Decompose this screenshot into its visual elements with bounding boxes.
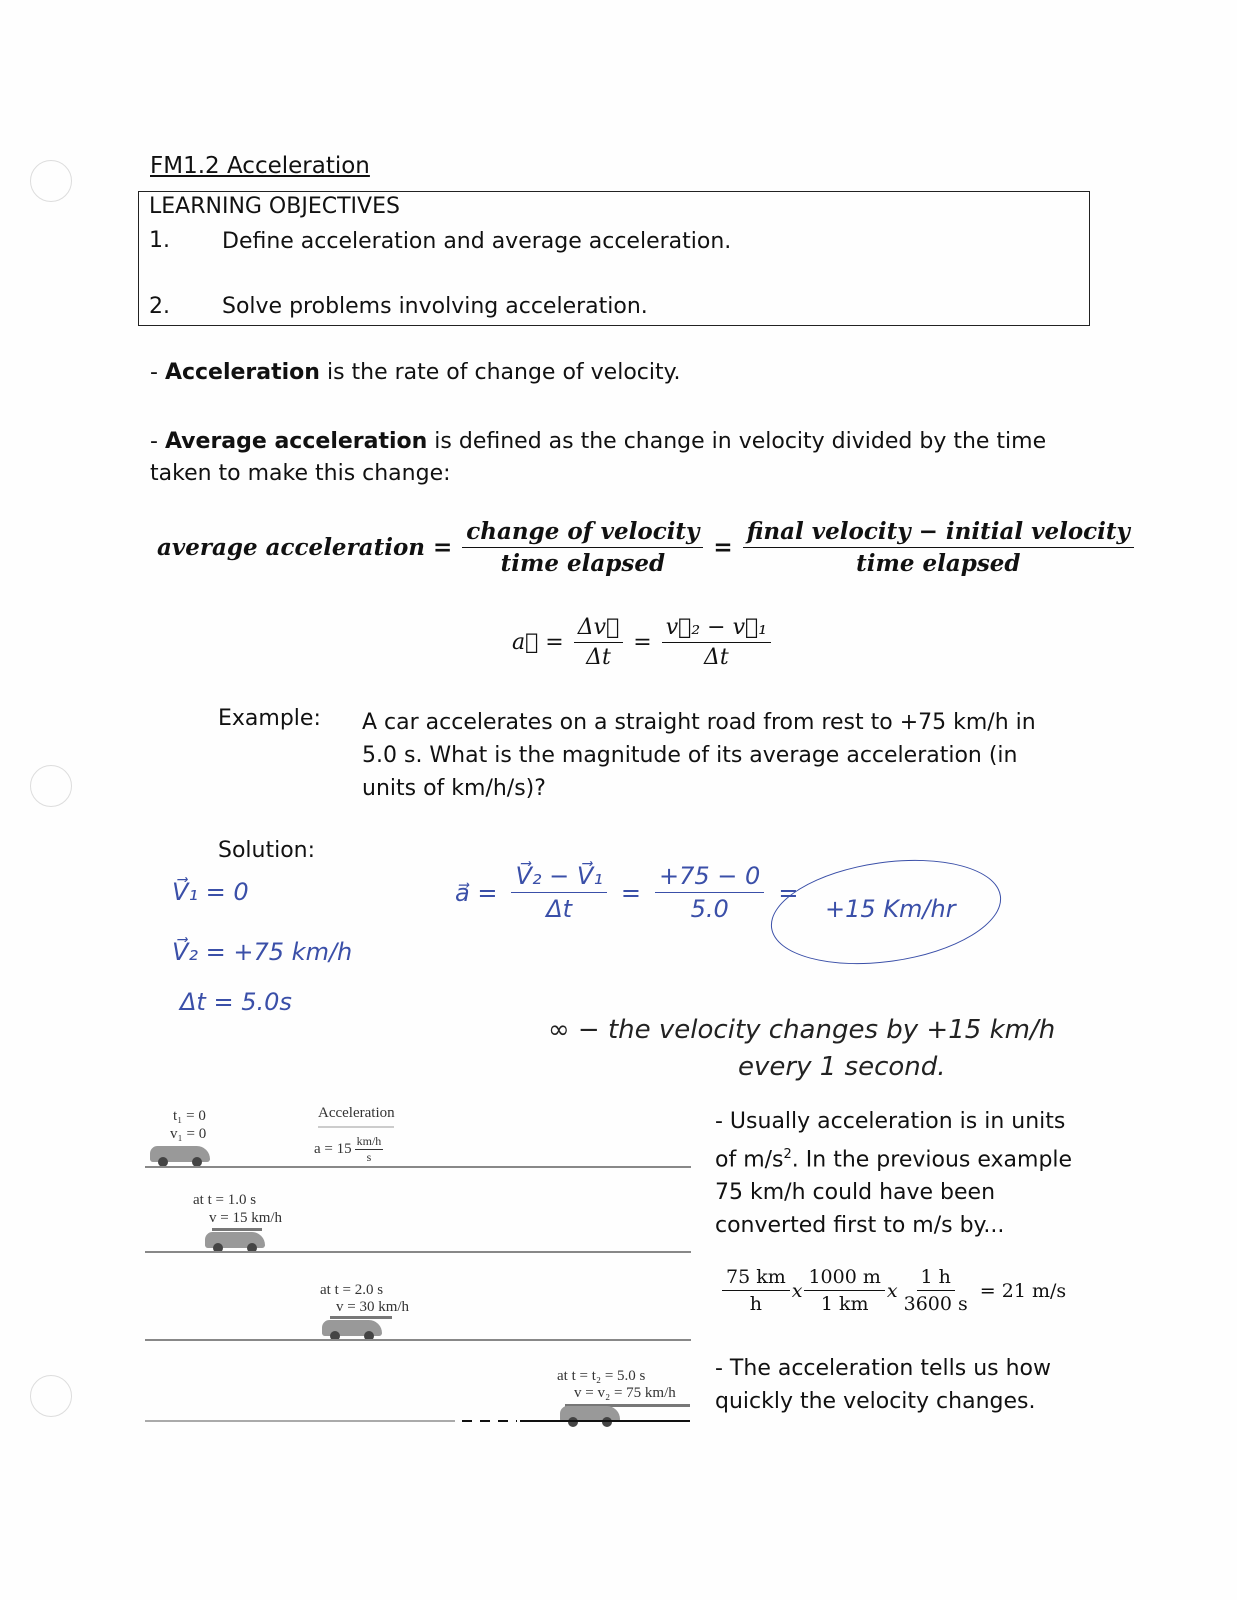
dash: - — [150, 360, 165, 385]
punch-hole — [30, 1375, 72, 1417]
conv-denominator: h — [749, 1293, 762, 1315]
acceleration-value — [314, 1134, 383, 1165]
handwritten-note: every 1 second. — [738, 1052, 946, 1082]
accel-unit: km/h — [356, 1134, 382, 1148]
formula-denominator: time elapsed — [856, 550, 1021, 577]
calc-denominator: Δt — [546, 895, 573, 923]
times: x — [791, 1279, 803, 1302]
calc-numerator: V⃗₂ − V⃗₁ — [511, 862, 606, 893]
calc-denominator: 5.0 — [690, 895, 729, 923]
state-velocity: v = 30 km/h — [336, 1299, 410, 1315]
objectives-box — [138, 191, 1090, 326]
road-line — [145, 1251, 691, 1253]
acceleration-arrow — [318, 1126, 394, 1128]
road-line — [145, 1339, 691, 1341]
formula-words — [157, 518, 1134, 577]
state-time: at t = t₂ = 5.0 s — [557, 1368, 646, 1384]
velocity-arrow — [212, 1228, 262, 1231]
velocity-arrow — [330, 1316, 392, 1319]
example-label: Example: — [218, 706, 321, 731]
objective-text: Solve problems involving acceleration. — [222, 294, 648, 319]
conv-numerator: 75 km — [722, 1266, 790, 1291]
equals: = — [778, 878, 799, 907]
equals: = — [713, 534, 733, 561]
formula-lhs: a⃗ = — [512, 630, 564, 655]
conv-numerator: 1 h — [917, 1266, 955, 1291]
state-time: at t = 2.0 s — [320, 1282, 384, 1298]
objectives-heading: LEARNING OBJECTIVES — [149, 194, 400, 219]
conv-numerator: 1000 m — [804, 1266, 884, 1291]
conv-denominator: 3600 s — [903, 1293, 968, 1315]
conv-denominator: 1 km — [820, 1293, 869, 1315]
superscript: 2 — [783, 1147, 792, 1162]
punch-hole — [30, 160, 72, 202]
handwritten-calculation — [455, 862, 798, 923]
given-v1: V⃗₁ = 0 — [172, 878, 249, 906]
accel-value: a = 15 — [314, 1141, 352, 1157]
handwritten-note: ∞ − the velocity changes by +15 km/h — [548, 1015, 1056, 1045]
formula-denominator: Δt — [586, 645, 611, 670]
units-note — [715, 1105, 1085, 1242]
definition-average-acceleration — [150, 426, 1050, 490]
road-line — [520, 1420, 690, 1422]
objective-text: Define acceleration and average acceleration. — [222, 229, 732, 254]
formula-numerator: Δv⃗ — [574, 615, 624, 643]
given-dt: Δt = 5.0s — [180, 988, 292, 1016]
road-line — [145, 1420, 455, 1422]
punch-hole — [30, 765, 72, 807]
acceleration-label: Acceleration — [318, 1105, 395, 1121]
term: Average acceleration — [164, 429, 428, 454]
state-velocity: v₁ = 0 — [170, 1126, 207, 1142]
answer: +15 Km/hr — [825, 895, 956, 923]
page-title: FM1.2 Acceleration — [150, 153, 370, 179]
state-velocity: v = 15 km/h — [209, 1210, 283, 1226]
units-text: . In the previous example 75 km/h could have been converted first to m/s by... — [715, 1147, 1073, 1239]
closing-note: - The acceleration tells us how quickly the velocity changes. — [715, 1356, 1051, 1414]
unit-conversion — [722, 1266, 1066, 1315]
state-time: t₁ = 0 — [173, 1108, 206, 1124]
given-v2: V⃗₂ = +75 km/h — [172, 938, 353, 966]
formula-denominator: Δt — [704, 645, 729, 670]
state-velocity: v = v₂ = 75 km/h — [574, 1385, 676, 1401]
conv-result: = 21 m/s — [979, 1279, 1067, 1302]
times: x — [886, 1279, 898, 1302]
accel-unit: s — [366, 1150, 372, 1164]
calc-lhs: a⃗ = — [455, 878, 498, 907]
solution-label: Solution: — [218, 838, 316, 863]
dash: - — [150, 429, 165, 454]
equals: = — [620, 878, 642, 907]
definition-acceleration — [150, 360, 681, 385]
formula-numerator: change of velocity — [462, 518, 703, 548]
objective-num: 2. — [149, 294, 170, 319]
car-icon — [205, 1232, 265, 1248]
equals: = — [633, 630, 652, 655]
formula-numerator: v⃗₂ − v⃗₁ — [662, 615, 771, 643]
road-dashes — [462, 1420, 517, 1422]
term: Acceleration — [164, 360, 320, 385]
car-icon — [322, 1320, 382, 1336]
state-time: at t = 1.0 s — [193, 1192, 257, 1208]
formula-lhs: average acceleration = — [157, 534, 453, 561]
definition-text: is defined as the change in velocity divided by the time taken to make this change: — [150, 429, 1047, 486]
calc-numerator: +75 − 0 — [655, 862, 764, 893]
car-icon — [150, 1146, 210, 1162]
road-line — [145, 1166, 691, 1168]
definition-text: is the rate of change of velocity. — [319, 360, 681, 385]
formula-numerator: final velocity − initial velocity — [743, 518, 1134, 548]
objective-num: 1. — [149, 228, 170, 253]
example-text: A car accelerates on a straight road from rest to +75 km/h in 5.0 s. What is the magnitude of its average acceleration (in units of km/h/s)? — [362, 710, 1036, 801]
units-text: - Usually acceleration is in units of m/s — [715, 1109, 1066, 1173]
formula-denominator: time elapsed — [500, 550, 666, 577]
formula-symbols — [512, 615, 771, 670]
